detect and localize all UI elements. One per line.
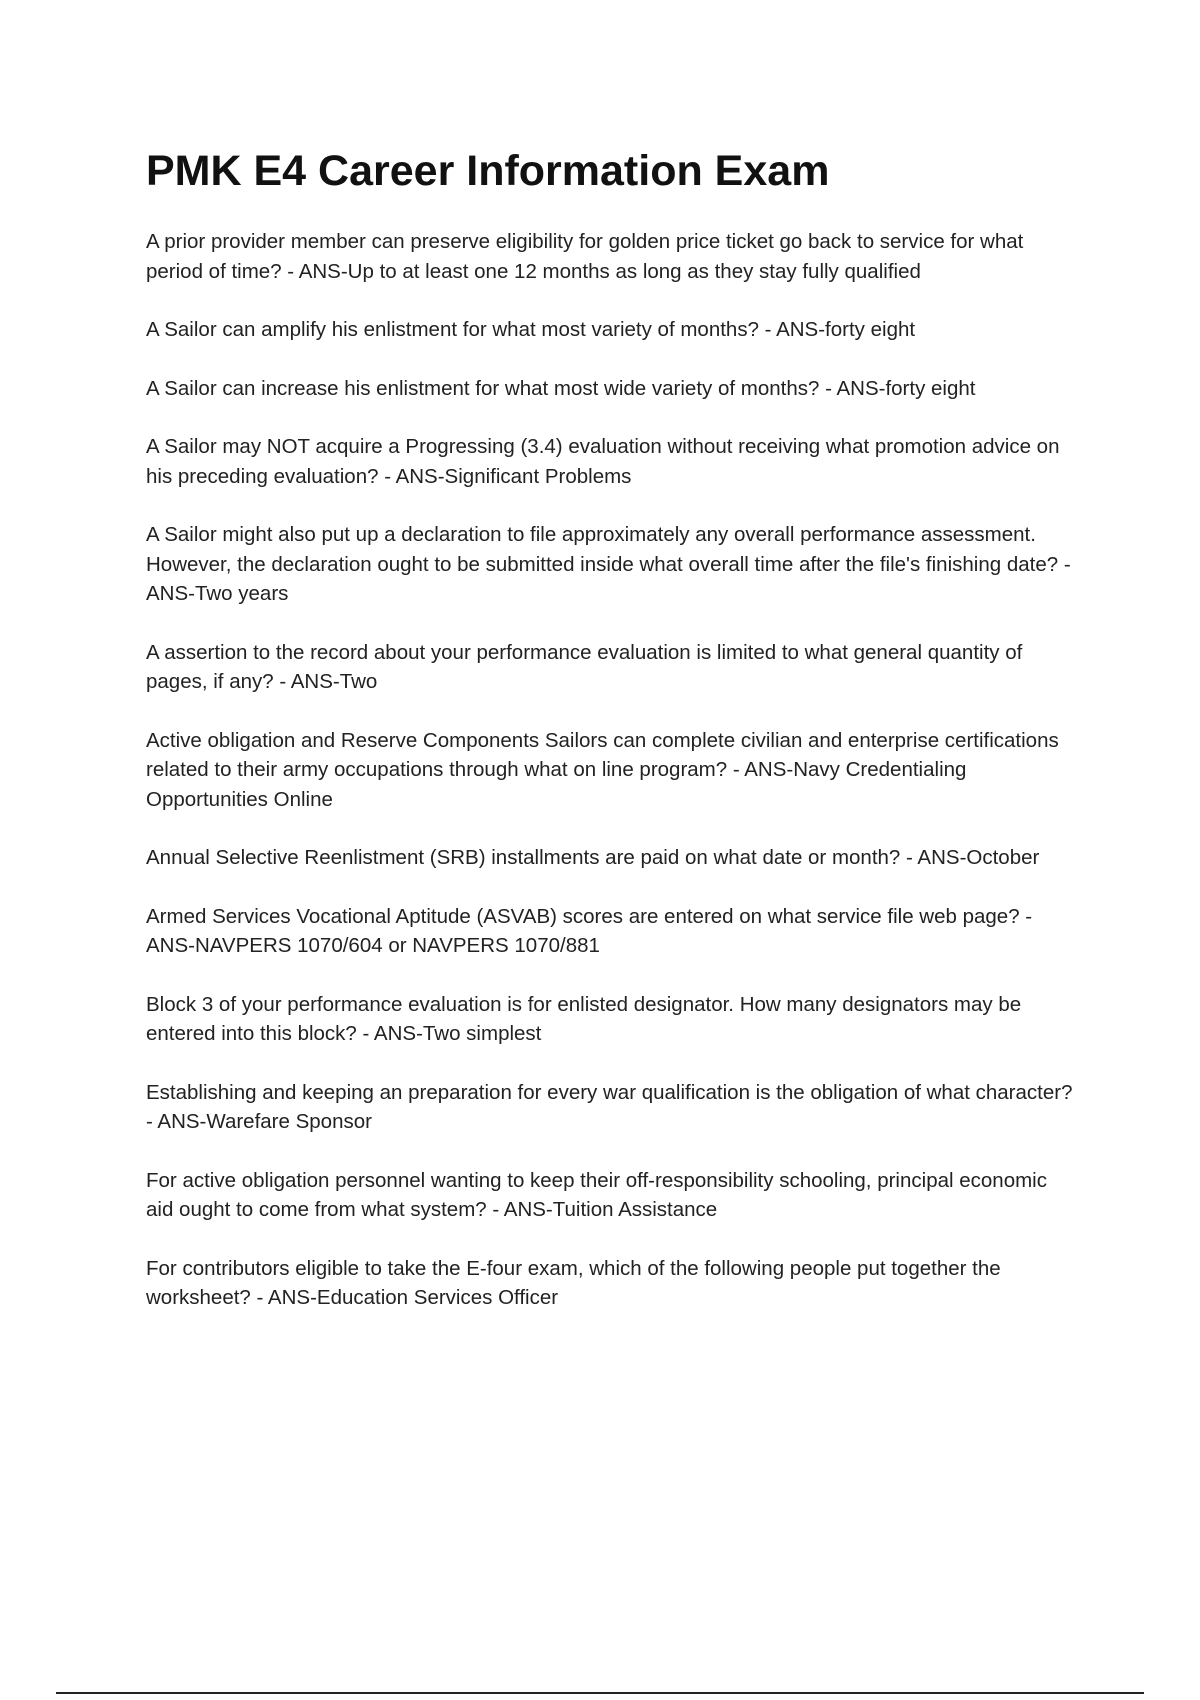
qa-item-13: For contributors eligible to take the E-four exam, which of the following people put together the worksheet? - ANS-Education Services Officer (146, 1256, 1001, 1309)
page-bottom-rule (56, 1692, 1144, 1694)
qa-item-2: A Sailor can amplify his enlistment for what most variety of months? - ANS-forty eight (146, 318, 916, 341)
qa-item-8: Annual Selective Reenlistment (SRB) installments are paid on what date or month? - ANS-October (146, 846, 1040, 869)
qa-item-6: A assertion to the record about your performance evaluation is limited to what general quantity of pages, if any? - ANS-Two (146, 640, 1023, 693)
qa-item-4: A Sailor may NOT acquire a Progressing (3.4) evaluation without receiving what promotion advice on his preceding evaluation? - ANS-Significant Problems (146, 435, 1060, 488)
document-page (146, 145, 1076, 1342)
qa-item-7: Active obligation and Reserve Components Sailors can complete civilian and enterprise certifications related to their army occupations through what on line program? - ANS-Navy Credentialing Opportunities Online (146, 728, 1059, 811)
qa-item-3: A Sailor can increase his enlistment for what most wide variety of months? - ANS-forty eight (146, 376, 976, 400)
document-title: PMK E4 Career Information Exam (146, 147, 830, 195)
qa-item-12: For active obligation personnel wanting to keep their off-responsibility schooling, principal economic aid ought to come from what system? - ANS-Tuition Assistance (146, 1168, 1047, 1221)
qa-list (146, 227, 1076, 1313)
qa-item-11: Establishing and keeping an preparation for every war qualification is the obligation of what character? - ANS-Warefare Sponsor (146, 1080, 1073, 1133)
qa-item-5: A Sailor might also put up a declaration to file approximately any overall performance assessment. However, the declaration ought to be submitted inside what overall time after the file's finishing date? - ANS-Two years (146, 523, 1071, 605)
qa-item-1: A prior provider member can preserve eligibility for golden price ticket go back to service for what period of time? - ANS-Up to at least one 12 months as long as they stay fully qualified (146, 230, 1024, 283)
qa-item-10: Block 3 of your performance evaluation is for enlisted designator. How many designators may be entered into this block? - ANS-Two simplest (146, 992, 1022, 1045)
qa-item-9: Armed Services Vocational Aptitude (ASVAB) scores are entered on what service file web page? - ANS-NAVPERS 1070/604 or NAVPERS 1070/881 (146, 904, 1033, 957)
